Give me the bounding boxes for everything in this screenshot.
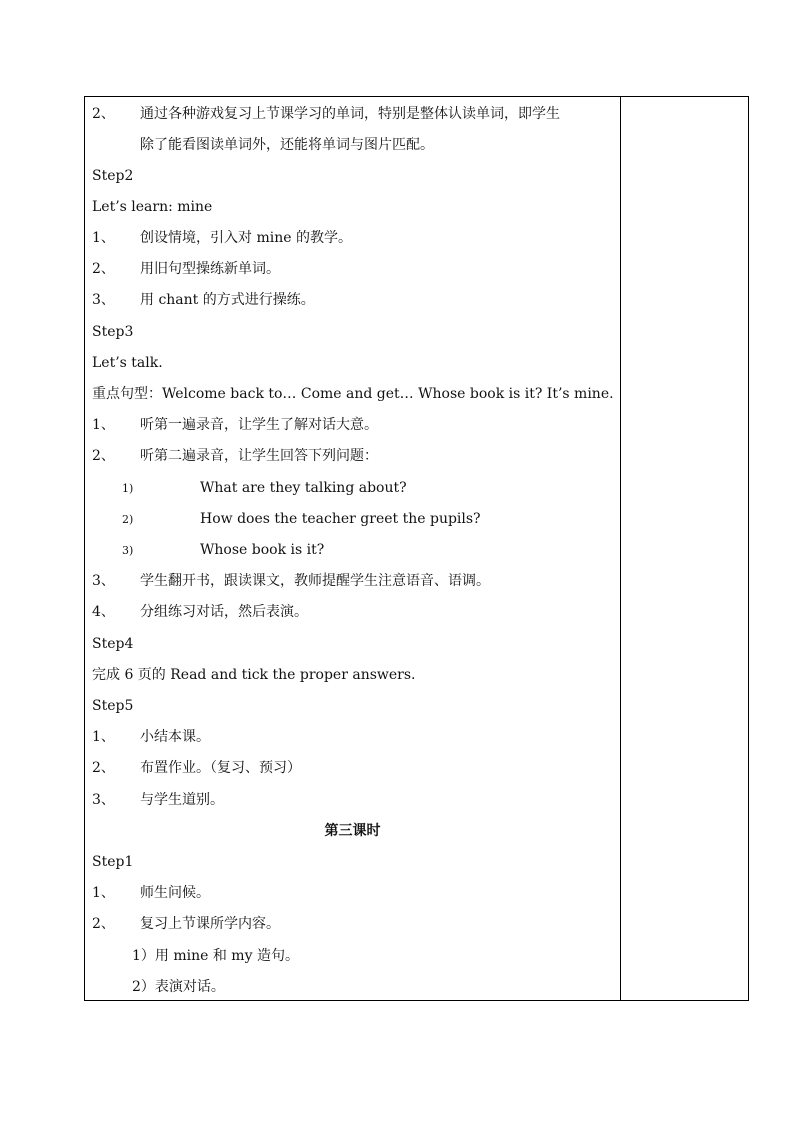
step-label: Step5	[92, 698, 134, 714]
question-item: 3) Whose book is it?	[122, 542, 325, 558]
list-item: 2、 复习上节课所学内容。	[92, 916, 280, 932]
list-item: 1、 师生问候。	[92, 885, 210, 901]
step-label: Step1	[92, 854, 134, 870]
question-item: 2) How does the teacher greet the pupils?	[122, 511, 481, 527]
list-item: 2、 听第二遍录音，让学生回答下列问题：	[92, 448, 378, 464]
list-item: 1、 创设情境，引入对 mine 的教学。	[92, 230, 352, 246]
step-label: Step3	[92, 324, 134, 340]
section-label: Let’s learn: mine	[92, 199, 213, 215]
lesson-table	[84, 96, 749, 1001]
list-item-continuation: 除了能看图读单词外，还能将单词与图片匹配。	[140, 137, 434, 153]
section-label: Let’s talk.	[92, 355, 163, 371]
list-item: 2、 布置作业。（复习、预习）	[92, 760, 301, 776]
sub-item: 2）表演对话。	[132, 979, 225, 995]
step-label: Step4	[92, 636, 134, 652]
step-label: Step2	[92, 168, 134, 184]
list-item: 2、 用旧句型操练新单词。	[92, 261, 280, 277]
task-line: 完成 6 页的 Read and tick the proper answers.	[92, 667, 416, 683]
lesson-heading: 第三课时	[324, 823, 381, 839]
list-item: 3、 与学生道别。	[92, 792, 224, 808]
column-divider	[620, 97, 621, 1000]
list-item: 3、 学生翻开书，跟读课文，教师提醒学生注意语音、语调。	[92, 573, 490, 589]
list-item: 4、 分组练习对话，然后表演。	[92, 604, 308, 620]
list-item: 1、 听第一遍录音，让学生了解对话大意。	[92, 417, 378, 433]
list-item: 2、 通过各种游戏复习上节课学习的单词，特别是整体认读单词，即学生	[92, 106, 560, 122]
list-item: 3、 用 chant 的方式进行操练。	[92, 292, 315, 308]
key-sentences: 重点句型：Welcome back to… Come and get… Whose book is it? It’s mine.	[92, 386, 614, 402]
question-item: 1) What are they talking about?	[122, 480, 407, 496]
sub-item: 1）用 mine 和 my 造句。	[132, 948, 299, 964]
list-item: 1、 小结本课。	[92, 729, 210, 745]
